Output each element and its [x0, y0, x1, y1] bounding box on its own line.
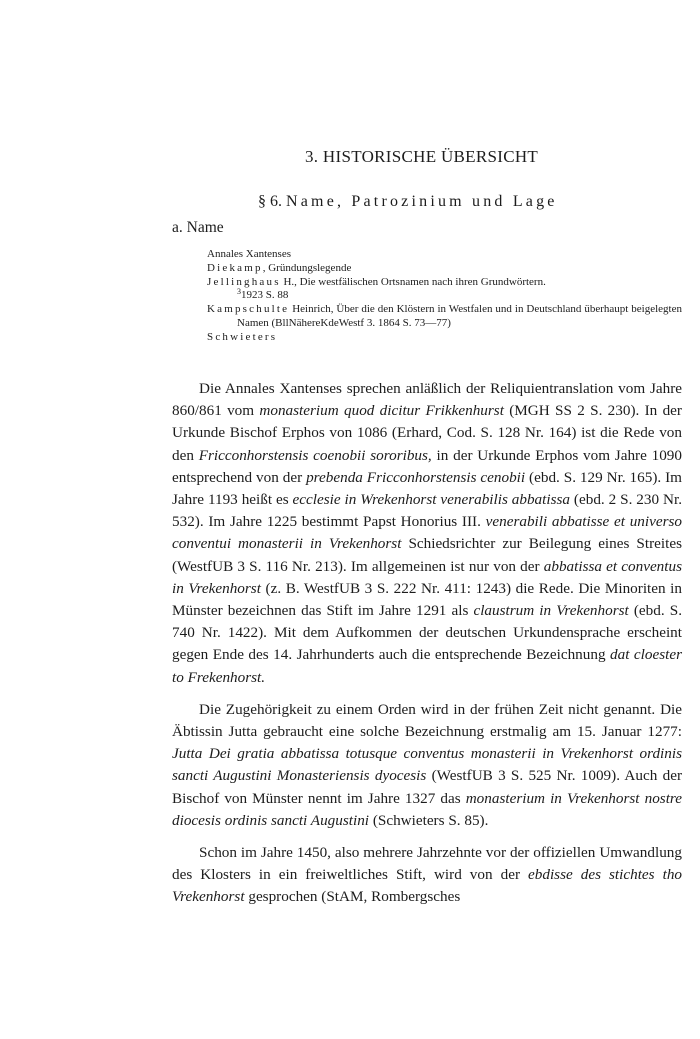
text-run: gesprochen (StAM, Rombergsches	[244, 888, 461, 906]
literature-entry	[207, 331, 682, 345]
italic-run: monasterium in Vrekenhorst nostre diocesis ordinis sancti Augustini	[172, 789, 682, 829]
literature-entry: Diekamp, Gründungslegende	[207, 261, 352, 274]
text-run: (WestfUB 3 S. 525 Nr. 1009). Auch der Bischof von Münster nennt im Jahre 1327 das	[172, 767, 682, 807]
literature-list	[207, 248, 682, 345]
italic-run: dat cloester to Frekenhorst.	[172, 646, 682, 686]
italic-run: claustrum in Vrekenhorst	[473, 602, 629, 620]
text-run: (MGH SS 2 S. 230). In der Urkunde Bischof Erphos von 1086 (Erhard, Cod. S. 128 Nr. 164) ist die Rede von den	[172, 402, 682, 464]
literature-entry: Kampschulte Heinrich, Über die den Klöstern in Westfalen und in Deutschland überhaupt beigelegten Namen (BllNähereKdeWestf 3. 1864 S. 73—77)	[207, 303, 682, 329]
section-heading	[258, 193, 558, 211]
text-run: Die Zugehörigkeit zu einem Orden wird in der frühen Zeit nicht genannt. Die Äbtissin Jutta gebraucht eine solche Bezeichnung erstmalig am 15. Januar 1277:	[172, 700, 682, 741]
text-run: Schiedsrichter zur Beilegung eines Streites (WestfUB 3 S. 116 Nr. 213). Im allgemeinen ist nur von der	[172, 535, 682, 575]
italic-run: ecclesie in Wrekenhorst venerabilis abbatissa	[292, 491, 571, 509]
paragraph	[172, 378, 682, 689]
literature-author: Jellinghaus	[207, 275, 281, 288]
chapter-title: 3. HISTORISCHE ÜBERSICHT	[305, 147, 539, 166]
literature-entry: Annales Xantenses	[207, 248, 292, 260]
section-number: § 6.	[258, 193, 282, 210]
italic-run: prebenda Fricconhorstensis cenobii	[306, 468, 526, 486]
italic-run: abbatissa et conventus in Vrekenhorst	[172, 557, 683, 597]
italic-run: Fricconhorstensis coenobii sororibus,	[198, 446, 432, 464]
text-run: (z. B. WestfUB 3 S. 222 Nr. 411: 1243) die Rede. Die Minoriten in Münster bezeichnen das Stift im Jahre 1291 als	[172, 579, 682, 620]
section-title: Name, Patrozinium und Lage	[286, 193, 558, 210]
text-run: Die Annales Xantenses sprechen anläßlich der Reliquientranslation vom Jahre 860/861 vom	[172, 380, 682, 420]
literature-author: Diekamp	[207, 261, 263, 274]
italic-run: Jutta Dei gratia abbatissa totusque conventus monasterii in Vrekenhorst ordinis sancti Augustini Monasteriensis dyocesis	[172, 745, 682, 785]
paragraph	[172, 699, 682, 832]
subheading: a. Name	[172, 219, 224, 236]
body-text	[172, 378, 682, 909]
text-run: Schon im Jahre 1450, also mehrere Jahrzehnte vor der offiziellen Umwandlung des Klosters in ein freiweltliches Stift, wird von der	[172, 844, 682, 884]
text-run: in der Urkunde Erphos vom Jahre 1090 entsprechend von der	[172, 446, 682, 486]
text-run: (ebd. S. 740 Nr. 1422). Mit dem Aufkommen der deutschen Urkundensprache erscheint gegen Ende des 14. Jahrhunderts auch die entsprechende Bezeichnung	[172, 602, 682, 664]
italic-run: ebdisse des stichtes tho Vrekenhorst	[172, 866, 683, 906]
paragraph	[172, 842, 682, 909]
italic-run: monasterium quod dicitur Frikkenhurst	[259, 402, 504, 420]
text-run: (Schwieters S. 85).	[369, 811, 489, 829]
text-run: (ebd. S. 129 Nr. 165). Im Jahre 1193 heißt es	[172, 468, 682, 509]
italic-run: venerabili abbatisse et universo conventui monasterii in Vrekenhorst	[172, 513, 682, 553]
literature-author: Schwieters	[207, 330, 278, 343]
literature-entry: Jellinghaus H., Die westfälischen Ortsnamen nach ihren Grundwörtern. $^3$1923 S. 88	[207, 275, 546, 302]
text-run: (ebd. 2 S. 230 Nr. 532). Im Jahre 1225 bestimmt Papst Honorius III.	[172, 491, 682, 531]
literature-author: Kampschulte	[207, 303, 290, 316]
